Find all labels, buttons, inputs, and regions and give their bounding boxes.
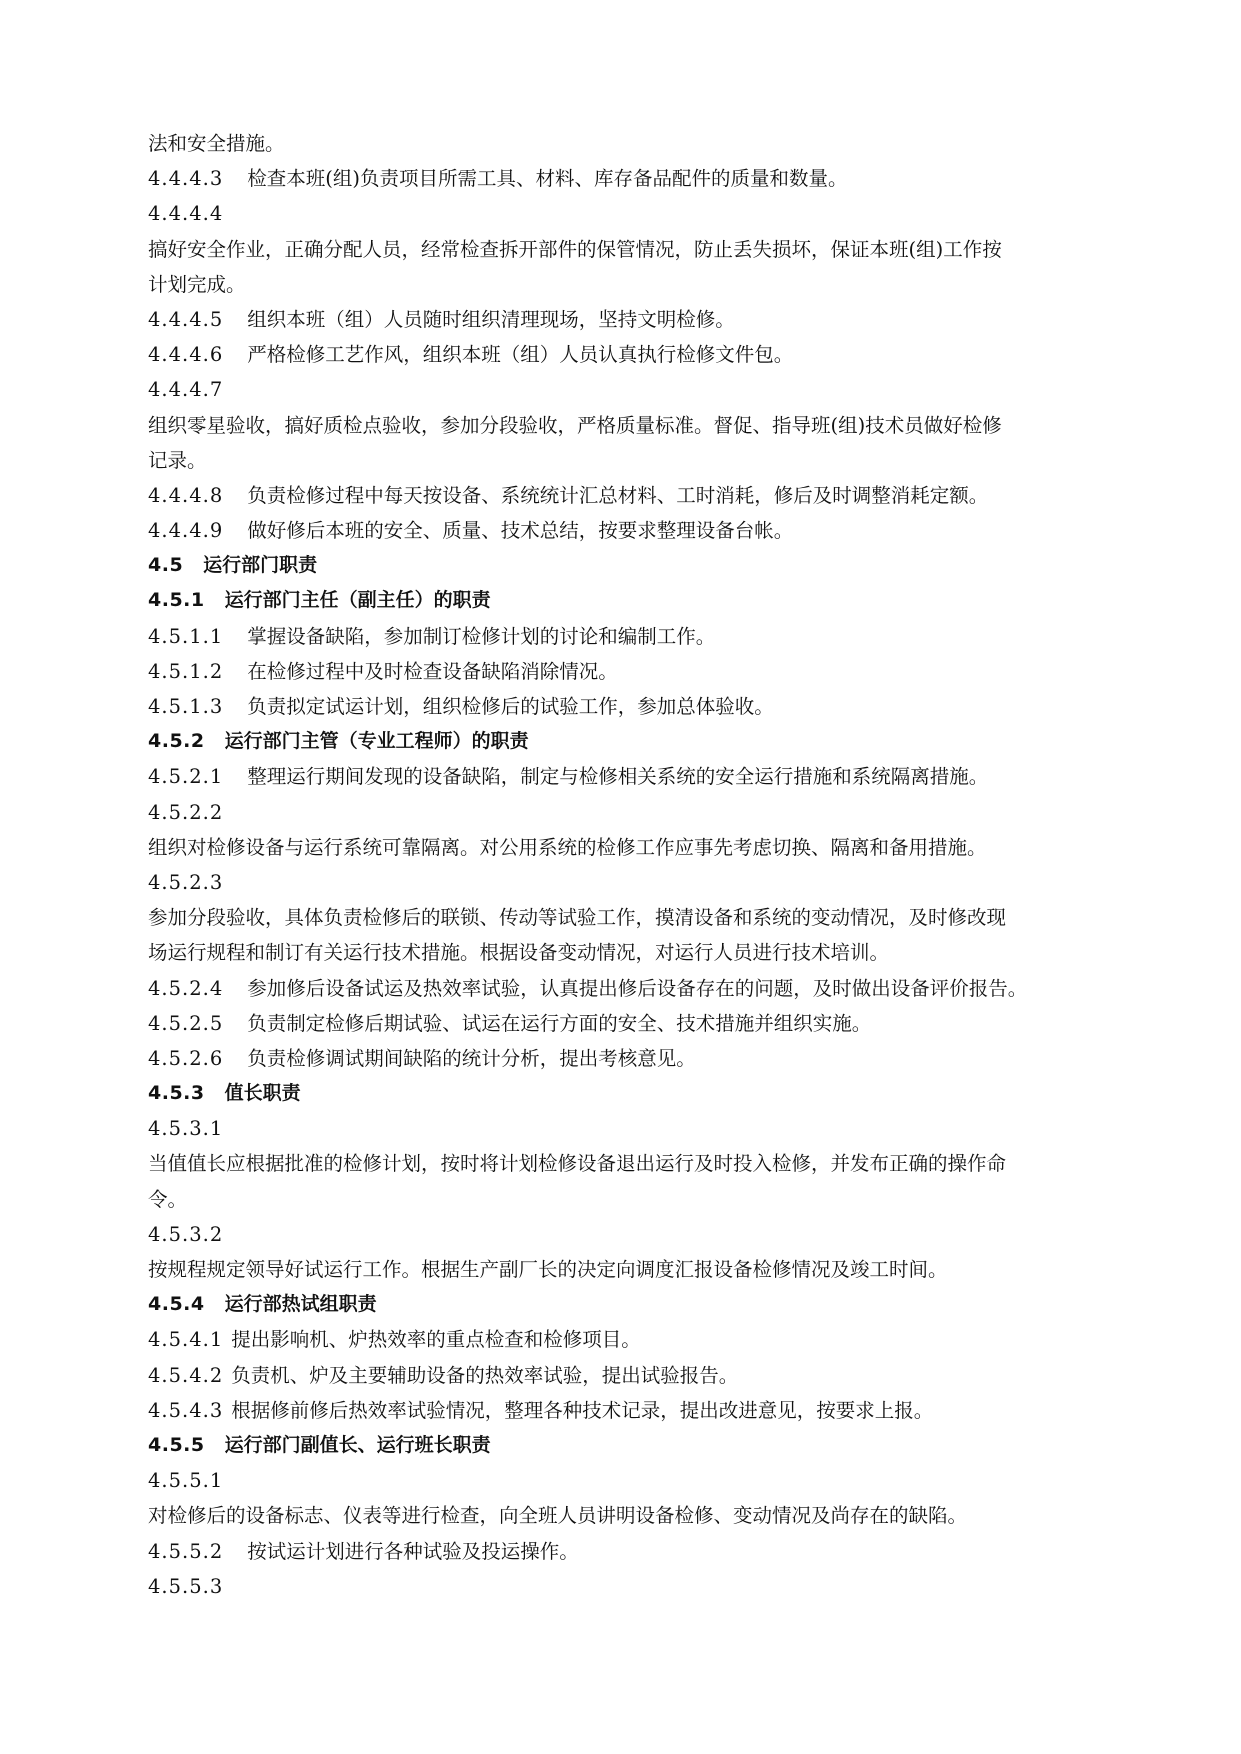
heading-text: 运行部门职责	[203, 554, 318, 577]
clause-text: 法和安全措施。	[148, 132, 285, 155]
clause-number: 4.5.2.5	[148, 1011, 224, 1035]
clause-text: 组织本班（组）人员随时组织清理现场，坚持文明检修。	[247, 307, 735, 331]
clause-number: 4.4.4.6	[148, 343, 224, 367]
clause-text: 记录。	[148, 448, 207, 472]
paragraph-line	[148, 830, 1108, 865]
clause-item	[148, 759, 1108, 794]
clause-text: 场运行规程和制订有关运行技术措施。根据设备变动情况，对运行人员进行技术培训。	[148, 941, 890, 965]
clause-text: 负责制定检修后期试验、试运在运行方面的安全、技术措施并组织实施。	[247, 1011, 872, 1035]
clause-text: 负责拟定试运计划，组织检修后的试验工作，参加总体验收。	[247, 695, 774, 718]
clause-item	[148, 302, 1108, 337]
clause-text: 严格检修工艺作风，组织本班（组）人员认真执行检修文件包。	[247, 343, 794, 367]
clause-item	[148, 689, 1108, 724]
clause-item	[148, 1322, 1108, 1357]
paragraph-line	[148, 1182, 1108, 1217]
clause-item	[148, 513, 1108, 548]
clause-number-line	[148, 1569, 1108, 1604]
clause-number: 4.5.5.2	[148, 1539, 224, 1563]
paragraph-line	[148, 900, 1108, 935]
clause-text: 组织对检修设备与运行系统可靠隔离。对公用系统的检修工作应事先考虑切换、隔离和备用措施。	[148, 835, 987, 859]
clause-number: 4.5.2.2	[148, 800, 224, 824]
clause-number: 4.5.2.4	[148, 976, 224, 1000]
clause-number-line	[148, 196, 1108, 231]
clause-number: 4.4.4.7	[148, 378, 224, 402]
clause-item	[148, 619, 1108, 654]
clause-item	[148, 971, 1108, 1006]
clause-item	[148, 1534, 1108, 1569]
clause-number: 4.5.3.1	[148, 1117, 224, 1141]
clause-number: 4.5.4.3	[148, 1398, 224, 1422]
clause-text: 整理运行期间发现的设备缺陷，制定与检修相关系统的安全运行措施和系统隔离措施。	[247, 765, 989, 789]
clause-text: 提出影响机、炉热效率的重点检查和检修项目。	[231, 1328, 641, 1352]
clause-text: 负责机、炉及主要辅助设备的热效率试验，提出试验报告。	[231, 1363, 739, 1387]
clause-text: 在检修过程中及时检查设备缺陷消除情况。	[247, 659, 618, 683]
paragraph-line	[148, 232, 1108, 267]
clause-text: 做好修后本班的安全、质量、技术总结，按要求整理设备台帐。	[247, 519, 794, 543]
clause-text: 负责检修调试期间缺陷的统计分析，提出考核意见。	[247, 1046, 696, 1070]
document-page	[148, 126, 1108, 1604]
clause-number: 4.5.4.1	[148, 1328, 224, 1352]
clause-number: 4.5.1.1	[148, 624, 224, 648]
section-heading	[148, 724, 1108, 759]
clause-number: 4.4.4.8	[148, 483, 224, 507]
clause-text: 参加修后设备试运及热效率试验，认真提出修后设备存在的问题，及时做出设备评价报告。	[247, 976, 1028, 1000]
clause-text: 按试运计划进行各种试验及投运操作。	[247, 1539, 579, 1563]
clause-number: 4.5.5.1	[148, 1469, 224, 1493]
clause-number: 4.5.2.6	[148, 1046, 224, 1070]
clause-number: 4.5.2.1	[148, 765, 224, 789]
clause-number: 4.4.4.5	[148, 307, 224, 331]
heading-text: 运行部热试组职责	[224, 1293, 377, 1316]
clause-text: 组织零星验收，搞好质检点验收，参加分段验收，严格质量标准。督促、指导班(组)技术员做好检修	[148, 413, 1002, 437]
clause-text: 参加分段验收，具体负责检修后的联锁、传动等试验工作，摸清设备和系统的变动情况，及时修改现	[148, 906, 1007, 930]
clause-number: 4.5.2.3	[148, 870, 224, 894]
clause-text: 检查本班(组)负责项目所需工具、材料、库存备品配件的质量和数量。	[247, 167, 848, 191]
clause-number: 4.4.4.4	[148, 202, 224, 226]
clause-text: 负责检修过程中每天按设备、系统统计汇总材料、工时消耗，修后及时调整消耗定额。	[247, 483, 989, 507]
paragraph-line	[148, 1252, 1108, 1287]
section-heading	[148, 583, 1108, 618]
clause-item	[148, 1006, 1108, 1041]
clause-number: 4.5.1	[148, 589, 205, 612]
clause-text: 对检修后的设备标志、仪表等进行检查，向全班人员讲明设备检修、变动情况及尚存在的缺陷。	[148, 1504, 968, 1528]
paragraph-line	[148, 408, 1108, 443]
paragraph-line	[148, 935, 1108, 970]
clause-text: 搞好安全作业，正确分配人员，经常检查拆开部件的保管情况，防止丢失损坏，保证本班(组)工作按	[148, 237, 1002, 261]
paragraph-line	[148, 1498, 1108, 1533]
clause-text: 计划完成。	[148, 272, 246, 296]
clause-number-line	[148, 865, 1108, 900]
clause-text: 当值值长应根据批准的检修计划，按时将计划检修设备退出运行及时投入检修，并发布正确的操作命	[148, 1152, 1007, 1176]
section-heading	[148, 1428, 1108, 1463]
heading-text: 运行部门主任（副主任）的职责	[224, 589, 491, 612]
clause-number: 4.5.2	[148, 730, 205, 753]
heading-text: 值长职责	[224, 1082, 301, 1105]
paragraph-line	[148, 443, 1108, 478]
section-heading	[148, 548, 1108, 583]
clause-item	[148, 337, 1108, 372]
clause-text: 掌握设备缺陷，参加制订检修计划的讨论和编制工作。	[247, 624, 716, 648]
clause-number: 4.5.3.2	[148, 1222, 224, 1246]
clause-number: 4.4.4.9	[148, 519, 224, 543]
clause-number-line	[148, 1217, 1108, 1252]
clause-item	[148, 161, 1108, 196]
clause-item	[148, 654, 1108, 689]
heading-text: 运行部门副值长、运行班长职责	[224, 1433, 491, 1456]
heading-text: 运行部门主管（专业工程师）的职责	[224, 730, 529, 753]
clause-item	[148, 1358, 1108, 1393]
clause-number-line	[148, 795, 1108, 830]
clause-number: 4.5.1.3	[148, 695, 224, 718]
clause-text: 根据修前修后热效率试验情况，整理各种技术记录，提出改进意见，按要求上报。	[231, 1398, 934, 1422]
clause-text: 令。	[148, 1187, 188, 1211]
clause-number-line	[148, 372, 1108, 407]
clause-number-line	[148, 1111, 1108, 1146]
clause-item	[148, 478, 1108, 513]
section-heading	[148, 1287, 1108, 1322]
clause-number-line	[148, 1463, 1108, 1498]
paragraph-line	[148, 126, 1108, 161]
section-heading	[148, 1076, 1108, 1111]
paragraph-line	[148, 1146, 1108, 1181]
clause-number: 4.5.5.3	[148, 1574, 224, 1598]
clause-number: 4.5.4.2	[148, 1363, 224, 1387]
clause-number: 4.5.5	[148, 1433, 205, 1456]
clause-number: 4.4.4.3	[148, 167, 224, 191]
clause-text: 按规程规定领导好试运行工作。根据生产副厂长的决定向调度汇报设备检修情况及竣工时间。	[148, 1258, 948, 1281]
clause-number: 4.5.4	[148, 1293, 205, 1316]
clause-item	[148, 1041, 1108, 1076]
clause-item	[148, 1393, 1108, 1428]
clause-number: 4.5	[148, 554, 184, 577]
paragraph-line	[148, 267, 1108, 302]
clause-number: 4.5.1.2	[148, 659, 224, 683]
clause-number: 4.5.3	[148, 1082, 205, 1105]
